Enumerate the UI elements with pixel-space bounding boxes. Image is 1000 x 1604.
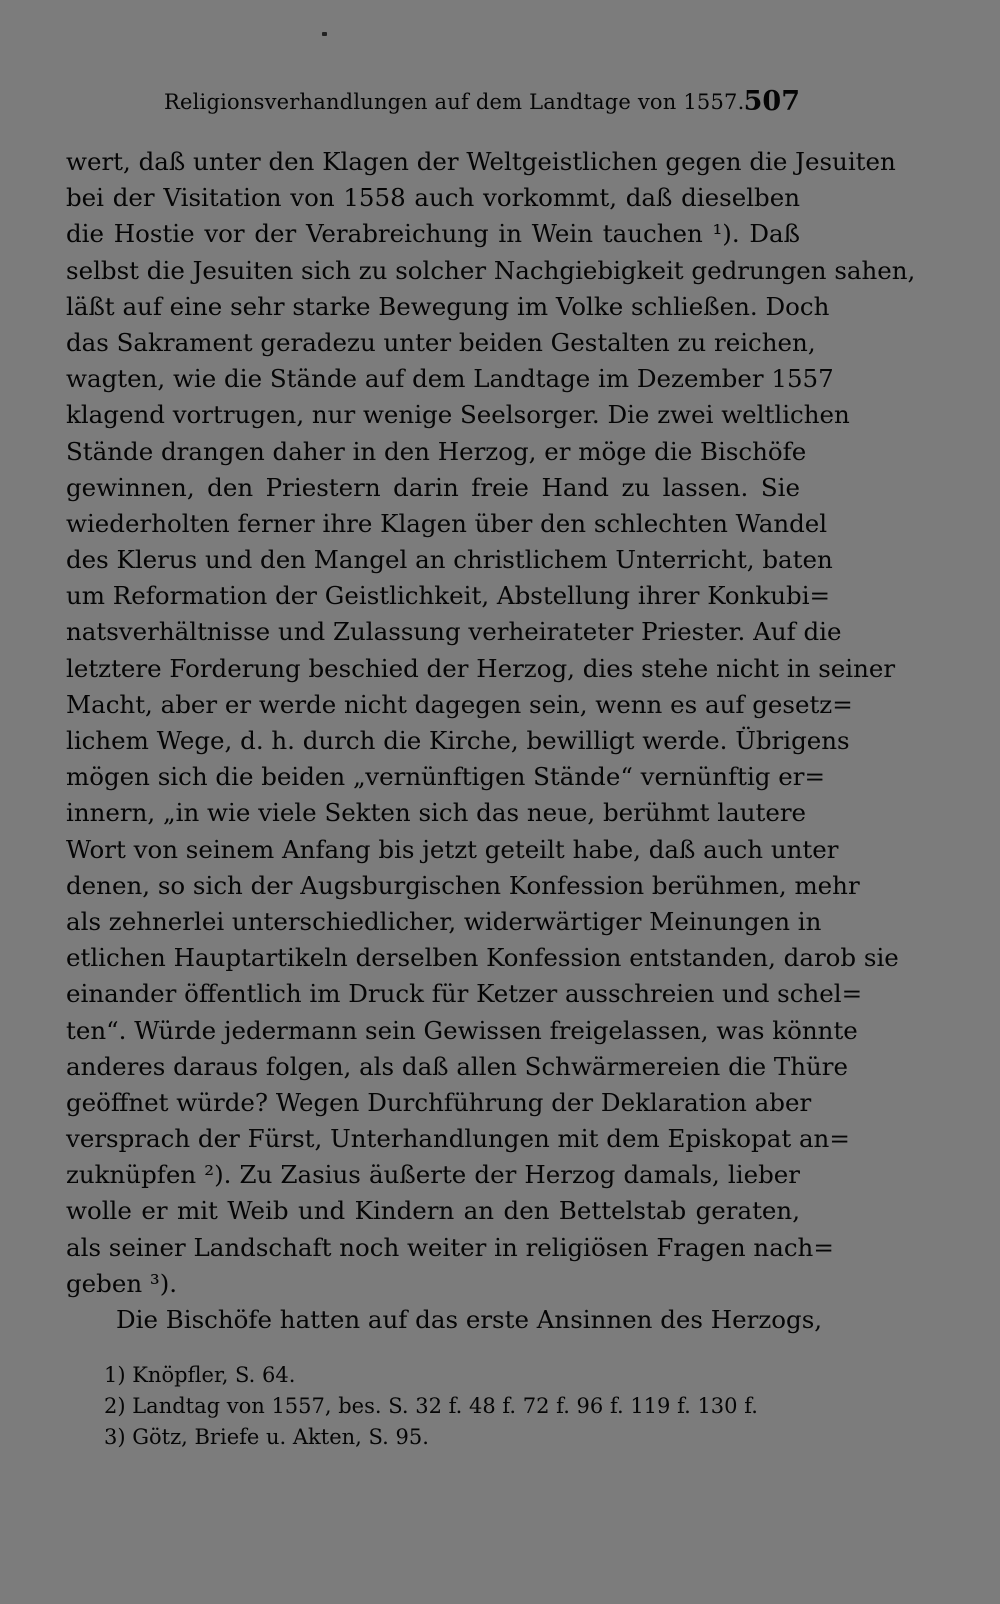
text-line: selbst die Jesuiten sich zu solcher Nachgiebigkeit gedrungen sahen,: [66, 255, 916, 285]
text-line: bei der Visitation von 1558 auch vorkommt, daß dieselben: [66, 183, 800, 213]
text-line: Die Bischöfe hatten auf das erste Ansinnen des Herzogs,: [116, 1305, 823, 1334]
text-line: wolle er mit Weib und Kindern an den Bettelstab geraten,: [66, 1196, 800, 1226]
text-line: klagend vortrugen, nur wenige Seelsorger. Die zwei weltlichen: [66, 400, 850, 430]
text-line: innern, „in wie viele Sekten sich das neue, berühmt lautere: [66, 798, 807, 828]
text-line: als seiner Landschaft noch weiter in religiösen Fragen nach=: [66, 1232, 834, 1262]
text-line: ten“. Würde jedermann sein Gewissen freigelassen, was könnte: [66, 1015, 858, 1045]
body-text: [66, 144, 916, 1338]
text-line: läßt auf eine sehr starke Bewegung im Volke schließen. Doch: [66, 291, 830, 321]
text-line: Macht, aber er werde nicht dagegen sein, wenn es auf gesetz=: [66, 689, 853, 719]
print-speck: [322, 32, 327, 36]
running-title: Religionsverhandlungen auf dem Landtage von 1557.: [164, 90, 745, 114]
text-line: um Reformation der Geistlichkeit, Abstellung ihrer Konkubi=: [66, 581, 831, 611]
text-line: geöffnet würde? Wegen Durchführung der Deklaration aber: [66, 1087, 812, 1117]
running-head: [66, 86, 800, 126]
text-line: etlichen Hauptartikeln derselben Konfession entstanden, darob sie: [66, 943, 899, 973]
text-line: zuknüpfen ²). Zu Zasius äußerte der Herzog damals, lieber: [66, 1160, 800, 1190]
footnotes: [104, 1360, 784, 1453]
text-line: mögen sich die beiden „vernünftigen Stände“ vernünftig er=: [66, 762, 826, 792]
text-line: wert, daß unter den Klagen der Weltgeistlichen gegen die Jesuiten: [66, 147, 896, 176]
text-line: die Hostie vor der Verabreichung in Wein tauchen ¹). Daß: [66, 219, 800, 249]
text-line: das Sakrament geradezu unter beiden Gestalten zu reichen,: [66, 327, 816, 357]
text-line: natsverhältnisse und Zulassung verheirateter Priester. Auf die: [66, 617, 842, 647]
text-line: letztere Forderung beschied der Herzog, dies stehe nicht in seiner: [66, 653, 896, 683]
text-line: wagten, wie die Stände auf dem Landtage im Dezember 1557: [66, 364, 834, 394]
text-line: wiederholten ferner ihre Klagen über den schlechten Wandel: [66, 508, 828, 538]
text-line: geben ³).: [66, 1268, 178, 1298]
text-line: lichem Wege, d. h. durch die Kirche, bewilligt werde. Übrigens: [66, 726, 850, 755]
text-line: Wort von seinem Anfang bis jetzt geteilt habe, daß auch unter: [66, 834, 839, 864]
footnote-2: 2) Landtag von 1557, bes. S. 32 f. 48 f. 72 f. 96 f. 119 f. 130 f.: [104, 1394, 758, 1418]
footnote-1: 1) Knöpfler, S. 64.: [104, 1363, 296, 1387]
text-line: gewinnen, den Priestern darin freie Hand zu lassen. Sie: [66, 472, 800, 502]
text-line: denen, so sich der Augsburgischen Konfession berühmen, mehr: [66, 870, 860, 900]
page-number: 507: [743, 86, 800, 117]
text-line: Stände drangen daher in den Herzog, er möge die Bischöfe: [66, 436, 807, 466]
text-line: versprach der Fürst, Unterhandlungen mit dem Episkopat an=: [66, 1124, 850, 1154]
text-line: des Klerus und den Mangel an christlichem Unterricht, baten: [66, 545, 833, 575]
text-line: als zehnerlei unterschiedlicher, widerwärtiger Meinungen in: [66, 906, 822, 936]
text-line: einander öffentlich im Druck für Ketzer ausschreien und schel=: [66, 979, 863, 1009]
text-line: anderes daraus folgen, als daß allen Schwärmereien die Thüre: [66, 1051, 849, 1081]
footnote-3: 3) Götz, Briefe u. Akten, S. 95.: [104, 1425, 429, 1449]
